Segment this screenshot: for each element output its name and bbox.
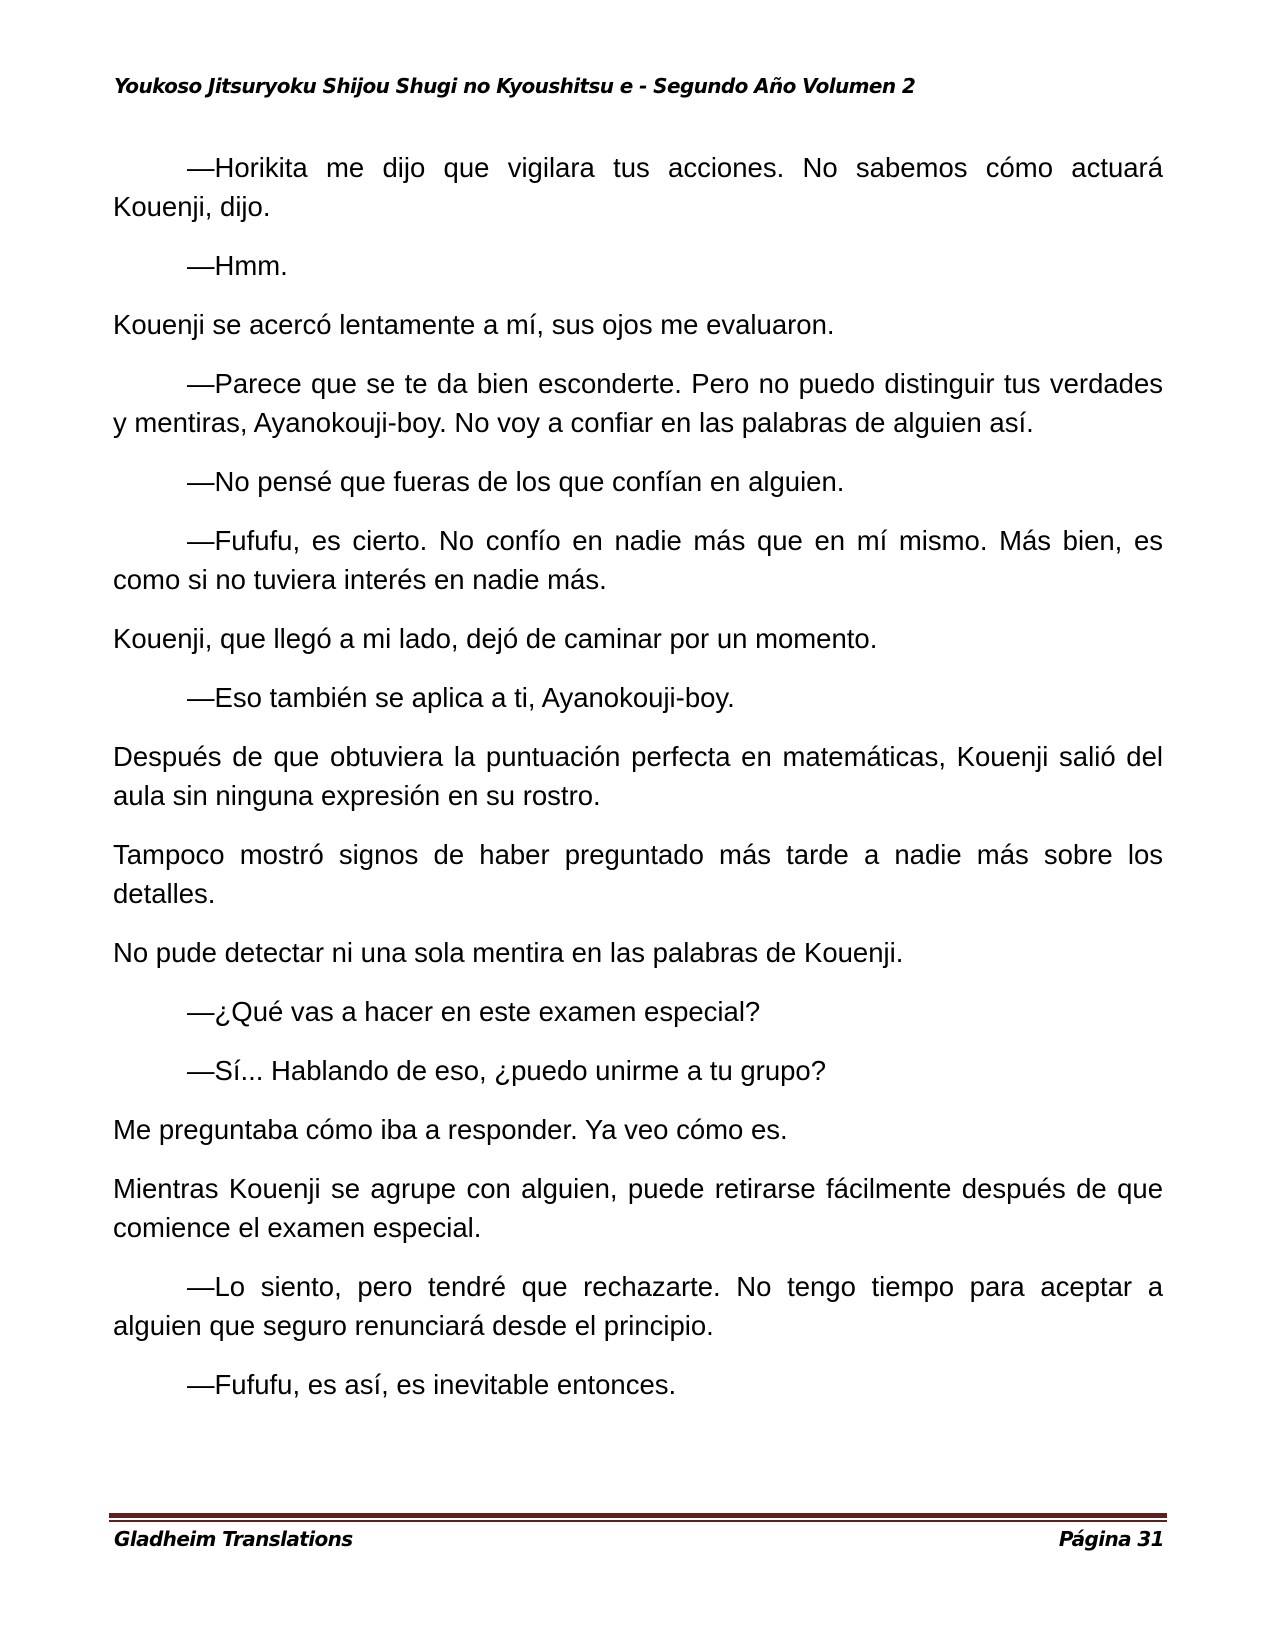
paragraph: —Parece que se te da bien esconderte. Pero no puedo distinguir tus verdades y mentiras, Ayanokouji-boy. No voy a confiar en las palabras de alguien así. xyxy=(113,368,1163,438)
paragraph: —Lo siento, pero tendré que rechazarte. No tengo tiempo para aceptar a alguien que seguro renunciará desde el principio. xyxy=(113,1271,1163,1341)
footer-credit: Gladheim Translations xyxy=(114,1527,353,1551)
paragraph: —Fufufu, es cierto. No confío en nadie más que en mí mismo. Más bien, es como si no tuviera interés en nadie más. xyxy=(113,525,1163,595)
running-header: Youkoso Jitsuryoku Shijou Shugi no Kyoushitsu e - Segundo Año Volumen 2 xyxy=(114,74,916,98)
paragraph: No pude detectar ni una sola mentira en las palabras de Kouenji. xyxy=(113,937,904,968)
paragraph: —Fufufu, es así, es inevitable entonces. xyxy=(187,1369,677,1400)
paragraph: Kouenji, que llegó a mi lado, dejó de caminar por un momento. xyxy=(113,623,878,654)
footer-rule-thick xyxy=(109,1513,1167,1518)
paragraph: Tampoco mostró signos de haber preguntado más tarde a nadie más sobre los detalles. xyxy=(113,839,1163,909)
paragraph: Después de que obtuviera la puntuación perfecta en matemáticas, Kouenji salió del aula sin ninguna expresión en su rostro. xyxy=(113,741,1163,811)
footer-rule-thin xyxy=(109,1520,1167,1522)
paragraph: —No pensé que fueras de los que confían en alguien. xyxy=(187,466,845,497)
paragraph: —Sí... Hablando de eso, ¿puedo unirme a tu grupo? xyxy=(187,1055,827,1086)
paragraph: —Horikita me dijo que vigilara tus acciones. No sabemos cómo actuará Kouenji, dijo. xyxy=(113,152,1163,222)
paragraph: Me preguntaba cómo iba a responder. Ya veo cómo es. xyxy=(113,1114,788,1145)
document-body xyxy=(113,148,1163,1424)
page-number: Página 31 xyxy=(1058,1527,1164,1551)
paragraph: Kouenji se acercó lentamente a mí, sus ojos me evaluaron. xyxy=(113,309,835,340)
paragraph: —Eso también se aplica a ti, Ayanokouji-boy. xyxy=(187,682,735,713)
paragraph: —¿Qué vas a hacer en este examen especial? xyxy=(187,996,761,1027)
paragraph: Mientras Kouenji se agrupe con alguien, puede retirarse fácilmente después de que comience el examen especial. xyxy=(113,1173,1163,1243)
paragraph: —Hmm. xyxy=(187,250,288,281)
